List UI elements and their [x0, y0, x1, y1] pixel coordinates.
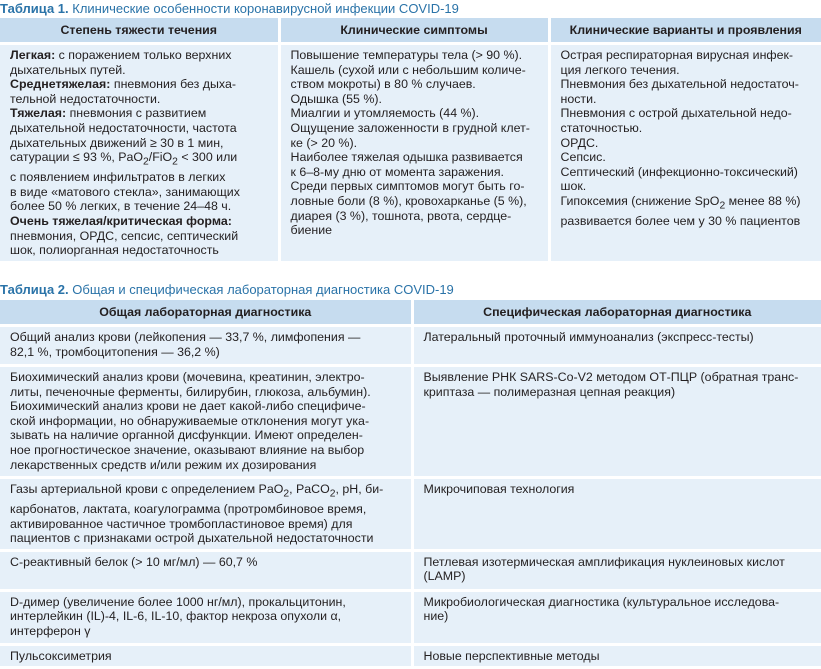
table1-body-row [0, 44, 821, 263]
table-row [0, 326, 821, 366]
specific-cell: Микрочиповая технология [412, 478, 821, 551]
table1-caption-text: Клинические особенности коронавирусной инфекции COVID-19 [72, 1, 459, 16]
general-cell: Общий анализ крови (лейкопения — 33,7 %, лимфопения — 82,1 %, тромбоцитопения — 36,2 %) [0, 326, 412, 366]
table1-header-variants: Клинические варианты и проявления [549, 18, 821, 44]
general-cell: Газы артериальной крови с определением PaO$_2$, PaCO$_2$, pH, би- карбонатов, лактата, коагулограмма (протромбиновое время, активированное частичное тромбопластиновое время) для пациентов с признаками острой дыхательной недостаточности [0, 478, 412, 551]
critical-label: Очень тяжелая/критическая форма: [10, 214, 232, 228]
table1-variants-cell: Острая респираторная вирусная инфек- ция легкого течения. Пневмония без дыхательной недостаточ- ности. Пневмония с острой дыхательной недо- статочностью. ОРДС. Сепсис. Септический (инфекционно-токсический) шок. Гипоксемия (снижение SpO$_2$ менее 88 %) развивается более чем у 30 % пациентов [549, 44, 821, 263]
table2-caption-text: Общая и специфическая лабораторная диагностика COVID-19 [72, 282, 454, 297]
severe-label: Тяжелая: [10, 106, 67, 121]
table1-symptoms-cell: Повышение температуры тела (> 90 %). Кашель (сухой или с небольшим количе- ством мокроты) в 80 % случаев. Одышка (55 %). Миалгии и утомляемость (44 %). Ощущение заложенности в грудной клет- ке (> 20 %). Наиболее тяжелая одышка развивается к 6–8-му дню от момента заражения. Среди первых симптомов могут быть го- ловные боли (8 %), кровохарканье (5 %), диарея (3 %), тошнота, рвота, сердце- биение [279, 44, 549, 263]
specific-cell: Выявление РНК SARS-Co-V2 методом ОТ-ПЦР (обратная транс- криптаза — полимеразная цепная реакция) [412, 366, 821, 478]
table1-header-symptoms: Клинические симптомы [279, 18, 549, 44]
table1-severity-cell: Легкая: с поражением только верхних дыхательных путей. Среднетяжелая: пневмония без дыха- тельной недостаточности. Тяжелая: пневмония с развитием дыхательной недостаточности, частота дыхательных движений ≥ 30 в 1 мин, сатурации ≤ 93 %, PaO$_2$/FiO$_2$ < 300 или с появлением инфильтратов в легких в виде «матового стекла», занимающих более 50 % легких, в течение 24–48 ч. Очень тяжелая/критическая форма: пневмония, ОРДС, сепсис, септический шок, полиорганная недостаточность [0, 44, 279, 263]
specific-cell: Микробиологическая диагностика (культуральное исследова- ние) [412, 590, 821, 644]
table1-header-severity: Степень тяжести течения [0, 18, 279, 44]
table1-clinical-features [0, 18, 821, 264]
general-cell: D-димер (увеличение более 1000 нг/мл), прокальцитонин, интерлейкин (IL)-4, IL-6, IL-10, фактор некроза опухоли α, интерферон γ [0, 590, 412, 644]
table2-header-specific: Специфическая лабораторная диагностика [412, 300, 821, 326]
general-cell: С-реактивный белок (> 10 мг/мл) — 60,7 % [0, 550, 412, 590]
table1-header-row [0, 18, 821, 44]
table2-lab-diagnostics [0, 300, 821, 669]
table2-header-general: Общая лабораторная диагностика [0, 300, 412, 326]
table-row [0, 644, 821, 668]
table-row [0, 550, 821, 590]
table-row [0, 478, 821, 551]
table1-caption-number: Таблица 1. [0, 1, 69, 16]
specific-cell: Латеральный проточный иммуноанализ (экспресс-тесты) [412, 326, 821, 366]
table1-caption [0, 1, 459, 17]
specific-cell: Новые перспективные методы [412, 644, 821, 668]
table2-caption [0, 282, 454, 298]
table2-header-row [0, 300, 821, 326]
general-cell: Биохимический анализ крови (мочевина, креатинин, электро- литы, печеночные ферменты, билирубин, глюкоза, альбумин). Биохимический анализ крови не дает какой-либо специфиче- ской информации, но обнаруживаемые отклонения могут ука- зывать на наличие органной дисфункции. Имеют определен- ное прогностическое значение, оказывают влияние на выбор лекарственных средств и/или режим их дозирования [0, 366, 412, 478]
table-row [0, 366, 821, 478]
moderate-label: Среднетяжелая: [10, 77, 111, 92]
specific-cell: Петлевая изотермическая амплификация нуклеиновых кислот (LAMP) [412, 550, 821, 590]
table-row [0, 590, 821, 644]
table2-caption-number: Таблица 2. [0, 282, 69, 297]
mild-label: Легкая: [10, 48, 56, 62]
general-cell: Пульсоксиметрия [0, 644, 412, 668]
